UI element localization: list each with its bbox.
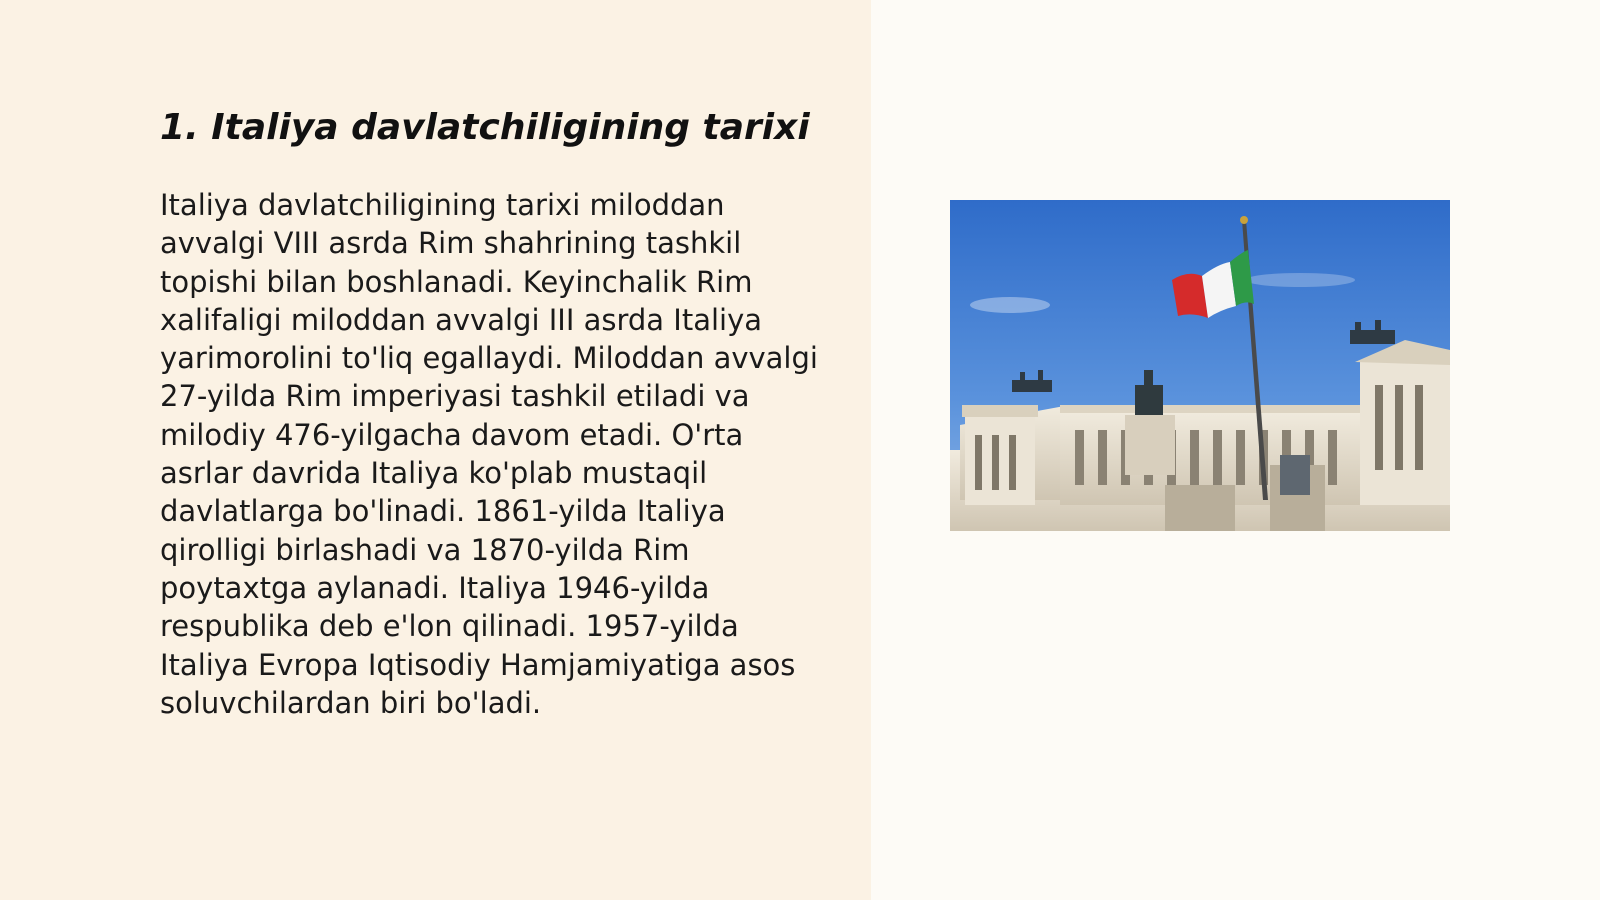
- body-line: Italiya Evropa Iqtisodiy Hamjamiyatiga asos: [160, 647, 796, 682]
- body-line: xalifaligi miloddan avvalgi III asrda Italiya: [160, 302, 763, 337]
- body-line: respublika deb e'lon qilinadi. 1957-yilda: [160, 609, 739, 644]
- body-line: asrlar davrida Italiya ko'plab mustaqil: [160, 456, 708, 491]
- body-line: 27-yilda Rim imperiyasi tashkil etiladi va: [160, 379, 750, 414]
- italian-flag-monument-photo: [950, 200, 1450, 531]
- body-text: [160, 186, 850, 722]
- body-line: Italiya davlatchiligining tarixi miloddan: [160, 188, 725, 222]
- body-line: davlatlarga bo'linadi. 1861-yilda Italiya: [160, 494, 726, 529]
- body-line: avvalgi VIII asrda Rim shahrining tashkil: [160, 226, 742, 261]
- body-line: qirolligi birlashadi va 1870-yilda Rim: [160, 532, 690, 567]
- body-line: milodiy 476-yilgacha davom etadi. O'rta: [160, 417, 744, 452]
- body-line: poytaxtga aylanadi. Italiya 1946-yilda: [160, 570, 710, 605]
- body-line: soluvchilardan biri bo'ladi.: [160, 685, 542, 720]
- body-line: topishi bilan boshlanadi. Keyinchalik Rim: [160, 264, 753, 299]
- slide-title: 1. Italiya davlatchiligining tarixi: [160, 107, 810, 148]
- body-line: yarimorolini to'liq egallaydi. Miloddan avvalgi: [160, 341, 818, 376]
